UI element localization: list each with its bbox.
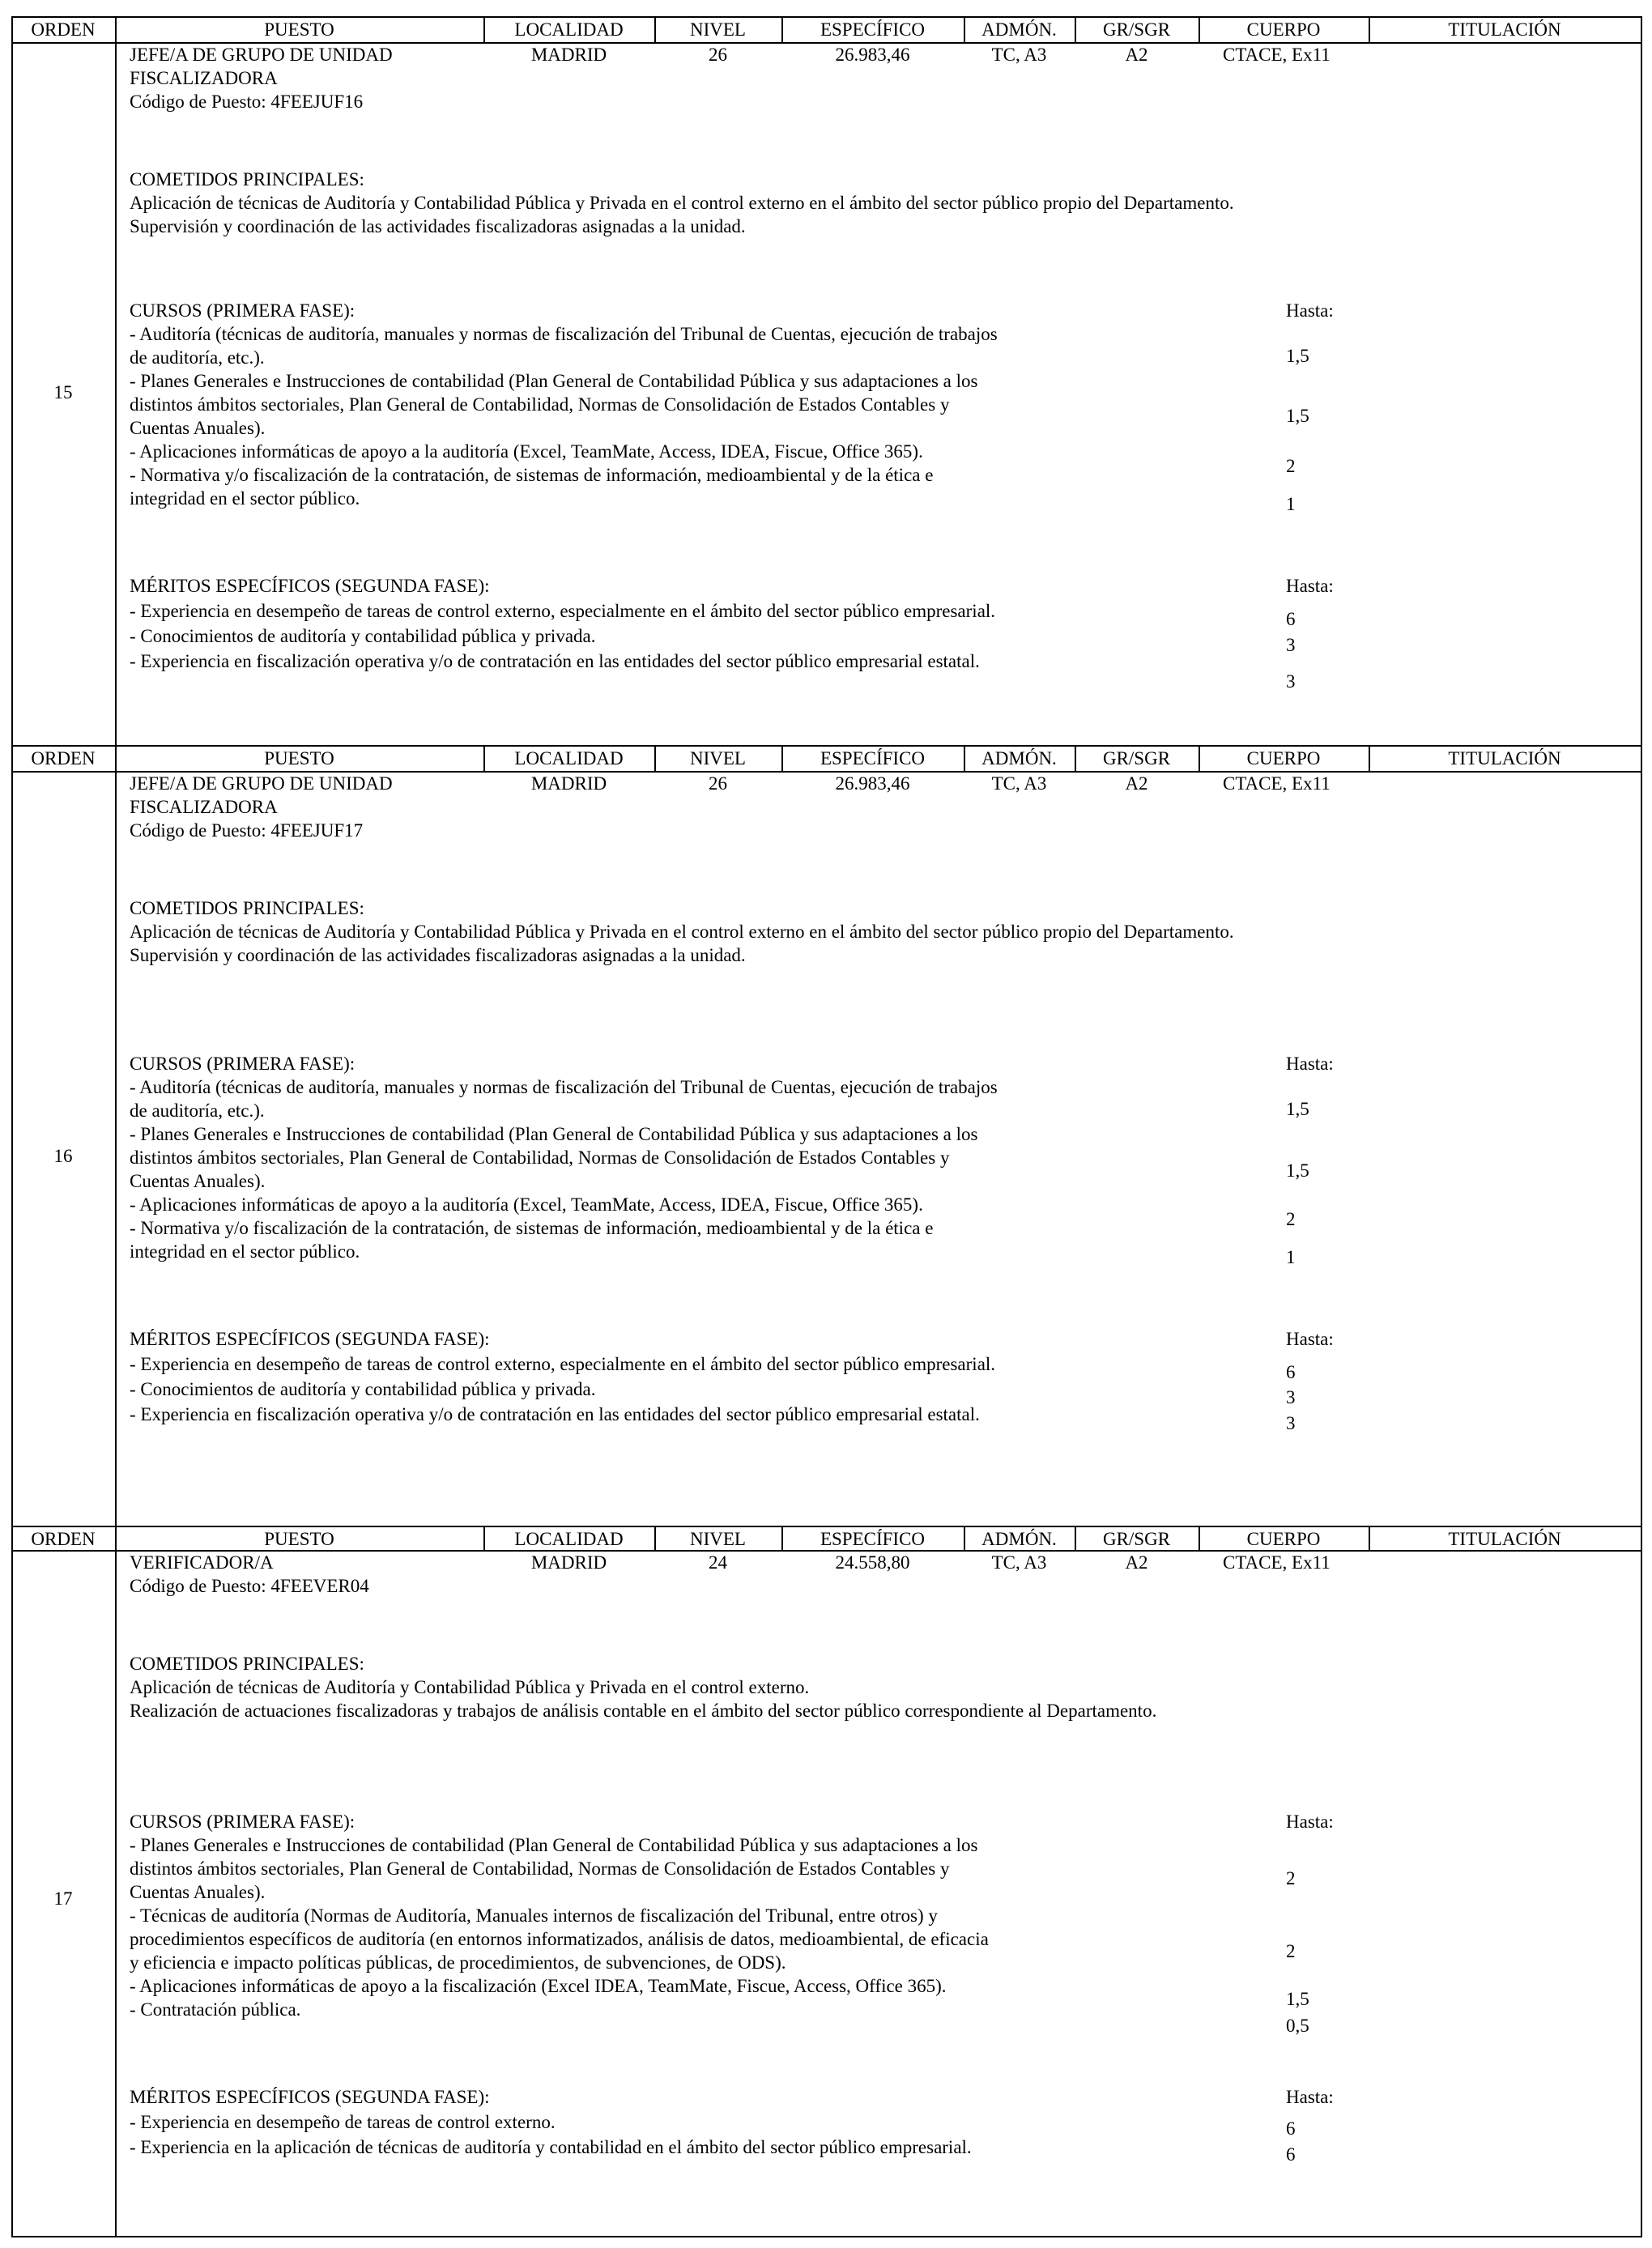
table-border-right — [1641, 1526, 1642, 2237]
cursos-item-line: integridad en el sector público. — [130, 1241, 360, 1262]
orden-number: 16 — [53, 1146, 73, 1166]
puesto-line: JEFE/A DE GRUPO DE UNIDAD — [130, 773, 393, 794]
meritos-heading: MÉRITOS ESPECÍFICOS (SEGUNDA FASE): — [130, 2087, 490, 2107]
cursos-item-line: distintos ámbitos sectoriales, Plan General de Contabilidad, Normas de Consolidación de Estados Contables y — [130, 1147, 950, 1168]
cursos-item-points: 1,5 — [1286, 1099, 1309, 1119]
cursos-heading: CURSOS (PRIMERA FASE): — [130, 1812, 356, 1832]
orden-column-divider — [115, 1526, 117, 2237]
admon-value: TC, A3 — [991, 773, 1047, 794]
puesto-line: VERIFICADOR/A — [130, 1552, 274, 1573]
cursos-item-line: de auditoría, etc.). — [130, 1101, 265, 1121]
cometidos-heading: COMETIDOS PRINCIPALES: — [130, 898, 364, 918]
meritos-item-points: 3 — [1286, 1387, 1296, 1407]
header-admon: ADMÓN. — [981, 1529, 1057, 1549]
header-titulacion: TITULACIÓN — [1448, 1529, 1561, 1549]
meritos-item-line: - Experiencia en desempeño de tareas de control externo, especialmente en el ámbito del sector público empresarial. — [130, 601, 996, 621]
header-localidad: LOCALIDAD — [514, 19, 624, 40]
table-border-top — [11, 16, 1641, 18]
especifico-value: 24.558,80 — [835, 1552, 910, 1573]
cometidos-line: Aplicación de técnicas de Auditoría y Contabilidad Pública y Privada en el control externo en el ámbito del sector público propio del Departamento. — [130, 922, 1234, 942]
header-titulacion: TITULACIÓN — [1448, 748, 1561, 768]
meritos-hasta-label: Hasta: — [1286, 576, 1334, 596]
header-admon: ADMÓN. — [981, 19, 1057, 40]
meritos-item-points: 6 — [1286, 1362, 1296, 1382]
table-border-right — [1641, 16, 1642, 747]
meritos-item-line: - Experiencia en fiscalización operativa y/o de contratación en las entidades del sector público empresarial estatal. — [130, 1404, 980, 1424]
cursos-heading: CURSOS (PRIMERA FASE): — [130, 1054, 356, 1074]
cursos-item-points: 2 — [1286, 1941, 1296, 1961]
especifico-value: 26.983,46 — [835, 773, 910, 794]
cursos-item-points: 1,5 — [1286, 346, 1309, 366]
header-titulacion: TITULACIÓN — [1448, 19, 1561, 40]
cursos-item-line: - Aplicaciones informáticas de apoyo a la auditoría (Excel, TeamMate, Access, IDEA, Fiscue, Office 365). — [130, 1194, 923, 1215]
header-grupo: GR/SGR — [1102, 1529, 1171, 1549]
cuerpo-value: CTACE, Ex11 — [1223, 773, 1331, 794]
grupo-value: A2 — [1125, 773, 1148, 794]
cometidos-line: Supervisión y coordinación de las actividades fiscalizadoras asignadas a la unidad. — [130, 945, 746, 965]
cursos-item-line: - Planes Generales e Instrucciones de contabilidad (Plan General de Contabilidad Pública y sus adaptaciones a los — [130, 1835, 978, 1855]
cursos-item-points: 1,5 — [1286, 1160, 1309, 1181]
cursos-item-points: 2 — [1286, 456, 1296, 476]
cometidos-line: Aplicación de técnicas de Auditoría y Contabilidad Pública y Privada en el control externo en el ámbito del sector público propio del Departamento. — [130, 193, 1234, 213]
meritos-heading: MÉRITOS ESPECÍFICOS (SEGUNDA FASE): — [130, 1329, 490, 1349]
table-border-left — [11, 745, 13, 1527]
nivel-value: 26 — [709, 773, 727, 794]
cursos-item-line: integridad en el sector público. — [130, 488, 360, 509]
header-localidad: LOCALIDAD — [514, 748, 624, 768]
header-cuerpo: CUERPO — [1246, 748, 1321, 768]
header-nivel: NIVEL — [690, 1529, 746, 1549]
table-border-left — [11, 1526, 13, 2237]
meritos-item-points: 6 — [1286, 2118, 1296, 2139]
meritos-item-points: 3 — [1286, 671, 1296, 692]
header-especifico: ESPECÍFICO — [820, 19, 926, 40]
cursos-item-line: - Normativa y/o fiscalización de la contratación, de sistemas de información, medioambiental y de la ética e — [130, 465, 934, 485]
localidad-value: MADRID — [530, 45, 607, 65]
cursos-item-line: distintos ámbitos sectoriales, Plan General de Contabilidad, Normas de Consolidación de Estados Contables y — [130, 394, 950, 415]
cursos-item-line: - Técnicas de auditoría (Normas de Auditoría, Manuales internos de fiscalización del Tribunal, entre otros) y — [130, 1905, 938, 1926]
cursos-item-line: Cuentas Anuales). — [130, 418, 266, 438]
cursos-item-line: - Planes Generales e Instrucciones de contabilidad (Plan General de Contabilidad Pública y sus adaptaciones a los — [130, 371, 978, 391]
meritos-item-line: - Conocimientos de auditoría y contabilidad pública y privada. — [130, 1379, 596, 1399]
header-nivel: NIVEL — [690, 19, 746, 40]
header-row-divider — [11, 1550, 1641, 1552]
cursos-item-points: 2 — [1286, 1209, 1296, 1229]
header-puesto: PUESTO — [264, 748, 334, 768]
cursos-hasta-label: Hasta: — [1286, 300, 1334, 321]
header-grupo: GR/SGR — [1102, 748, 1171, 768]
meritos-item-line: - Experiencia en desempeño de tareas de control externo, especialmente en el ámbito del sector público empresarial. — [130, 1354, 996, 1374]
orden-number: 17 — [53, 1888, 73, 1909]
orden-number: 15 — [53, 382, 73, 402]
cursos-item-points: 0,5 — [1286, 2016, 1309, 2036]
admon-value: TC, A3 — [991, 45, 1047, 65]
header-cuerpo: CUERPO — [1246, 1529, 1321, 1549]
header-row-divider — [11, 771, 1641, 773]
localidad-value: MADRID — [530, 773, 607, 794]
meritos-item-line: - Experiencia en desempeño de tareas de control externo. — [130, 2112, 556, 2132]
header-puesto: PUESTO — [264, 19, 334, 40]
cursos-item-line: - Contratación pública. — [130, 1999, 301, 2020]
cursos-item-line: - Aplicaciones informáticas de apoyo a la fiscalización (Excel IDEA, TeamMate, Fiscue, Access, Office 365). — [130, 1976, 947, 1996]
cursos-item-points: 2 — [1286, 1868, 1296, 1888]
table-border-left — [11, 16, 13, 747]
meritos-item-points: 6 — [1286, 609, 1296, 629]
header-admon: ADMÓN. — [981, 748, 1057, 768]
header-orden: ORDEN — [31, 748, 96, 768]
cursos-item-line: Cuentas Anuales). — [130, 1171, 266, 1191]
header-grupo: GR/SGR — [1102, 19, 1171, 40]
cursos-item-points: 1 — [1286, 494, 1296, 514]
cursos-item-line: de auditoría, etc.). — [130, 347, 265, 368]
table-border-top — [11, 1526, 1641, 1527]
meritos-hasta-label: Hasta: — [1286, 1329, 1334, 1349]
table-border-bottom — [11, 2236, 1641, 2237]
puesto-line: JEFE/A DE GRUPO DE UNIDAD — [130, 45, 393, 65]
cuerpo-value: CTACE, Ex11 — [1223, 45, 1331, 65]
puesto-line: Código de Puesto: 4FEEJUF16 — [130, 92, 364, 112]
meritos-hasta-label: Hasta: — [1286, 2087, 1334, 2107]
localidad-value: MADRID — [530, 1552, 607, 1573]
cometidos-heading: COMETIDOS PRINCIPALES: — [130, 1654, 364, 1674]
table-border-right — [1641, 745, 1642, 1527]
header-orden: ORDEN — [31, 1529, 96, 1549]
header-puesto: PUESTO — [264, 1529, 334, 1549]
header-nivel: NIVEL — [690, 748, 746, 768]
grupo-value: A2 — [1125, 45, 1148, 65]
table-border-top — [11, 745, 1641, 747]
cursos-item-line: procedimientos específicos de auditoría (en entornos informatizados, análisis de datos, medioambiental, de eficacia — [130, 1929, 989, 1949]
puesto-line: FISCALIZADORA — [130, 68, 278, 88]
nivel-value: 24 — [709, 1552, 727, 1573]
cometidos-line: Aplicación de técnicas de Auditoría y Contabilidad Pública y Privada en el control externo. — [130, 1677, 810, 1697]
header-orden: ORDEN — [31, 19, 96, 40]
cuerpo-value: CTACE, Ex11 — [1223, 1552, 1331, 1573]
orden-column-divider — [115, 745, 117, 1527]
especifico-value: 26.983,46 — [835, 45, 910, 65]
puesto-line: Código de Puesto: 4FEEJUF17 — [130, 820, 364, 841]
cometidos-line: Realización de actuaciones fiscalizadoras y trabajos de análisis contable en el ámbito del sector público correspondiente al Departamento. — [130, 1701, 1157, 1721]
header-row-divider — [11, 42, 1641, 44]
meritos-heading: MÉRITOS ESPECÍFICOS (SEGUNDA FASE): — [130, 576, 490, 596]
cursos-hasta-label: Hasta: — [1286, 1812, 1334, 1832]
cursos-item-line: - Auditoría (técnicas de auditoría, manuales y normas de fiscalización del Tribunal de Cuentas, ejecución de trabajos — [130, 1077, 998, 1097]
cursos-item-line: - Auditoría (técnicas de auditoría, manuales y normas de fiscalización del Tribunal de Cuentas, ejecución de trabajos — [130, 324, 998, 344]
cursos-item-line: - Normativa y/o fiscalización de la contratación, de sistemas de información, medioambiental y de la ética e — [130, 1218, 934, 1238]
cometidos-line: Supervisión y coordinación de las actividades fiscalizadoras asignadas a la unidad. — [130, 216, 746, 236]
meritos-item-points: 3 — [1286, 1413, 1296, 1433]
header-especifico: ESPECÍFICO — [820, 1529, 926, 1549]
orden-column-divider — [115, 16, 117, 747]
puesto-line: Código de Puesto: 4FEEVER04 — [130, 1576, 369, 1596]
cursos-item-points: 1,5 — [1286, 1989, 1309, 2009]
meritos-item-line: - Conocimientos de auditoría y contabilidad pública y privada. — [130, 626, 596, 646]
cometidos-heading: COMETIDOS PRINCIPALES: — [130, 169, 364, 189]
cursos-item-points: 1,5 — [1286, 406, 1309, 426]
cursos-item-points: 1 — [1286, 1247, 1296, 1267]
nivel-value: 26 — [709, 45, 727, 65]
cursos-item-line: - Planes Generales e Instrucciones de contabilidad (Plan General de Contabilidad Pública y sus adaptaciones a los — [130, 1124, 978, 1144]
cursos-item-line: y eficiencia e impacto políticas públicas, de procedimientos, de subvenciones, de ODS). — [130, 1952, 786, 1973]
meritos-item-line: - Experiencia en la aplicación de técnicas de auditoría y contabilidad en el ámbito del sector público empresarial. — [130, 2137, 972, 2157]
puesto-line: FISCALIZADORA — [130, 797, 278, 817]
meritos-item-points: 3 — [1286, 635, 1296, 655]
meritos-item-line: - Experiencia en fiscalización operativa y/o de contratación en las entidades del sector público empresarial estatal. — [130, 651, 980, 671]
header-especifico: ESPECÍFICO — [820, 748, 926, 768]
grupo-value: A2 — [1125, 1552, 1148, 1573]
cursos-item-line: distintos ámbitos sectoriales, Plan General de Contabilidad, Normas de Consolidación de Estados Contables y — [130, 1858, 950, 1879]
header-cuerpo: CUERPO — [1246, 19, 1321, 40]
meritos-item-points: 6 — [1286, 2144, 1296, 2165]
cursos-hasta-label: Hasta: — [1286, 1054, 1334, 1074]
cursos-heading: CURSOS (PRIMERA FASE): — [130, 300, 356, 321]
cursos-item-line: Cuentas Anuales). — [130, 1882, 266, 1902]
header-localidad: LOCALIDAD — [514, 1529, 624, 1549]
cursos-item-line: - Aplicaciones informáticas de apoyo a la auditoría (Excel, TeamMate, Access, IDEA, Fiscue, Office 365). — [130, 441, 923, 462]
admon-value: TC, A3 — [991, 1552, 1047, 1573]
